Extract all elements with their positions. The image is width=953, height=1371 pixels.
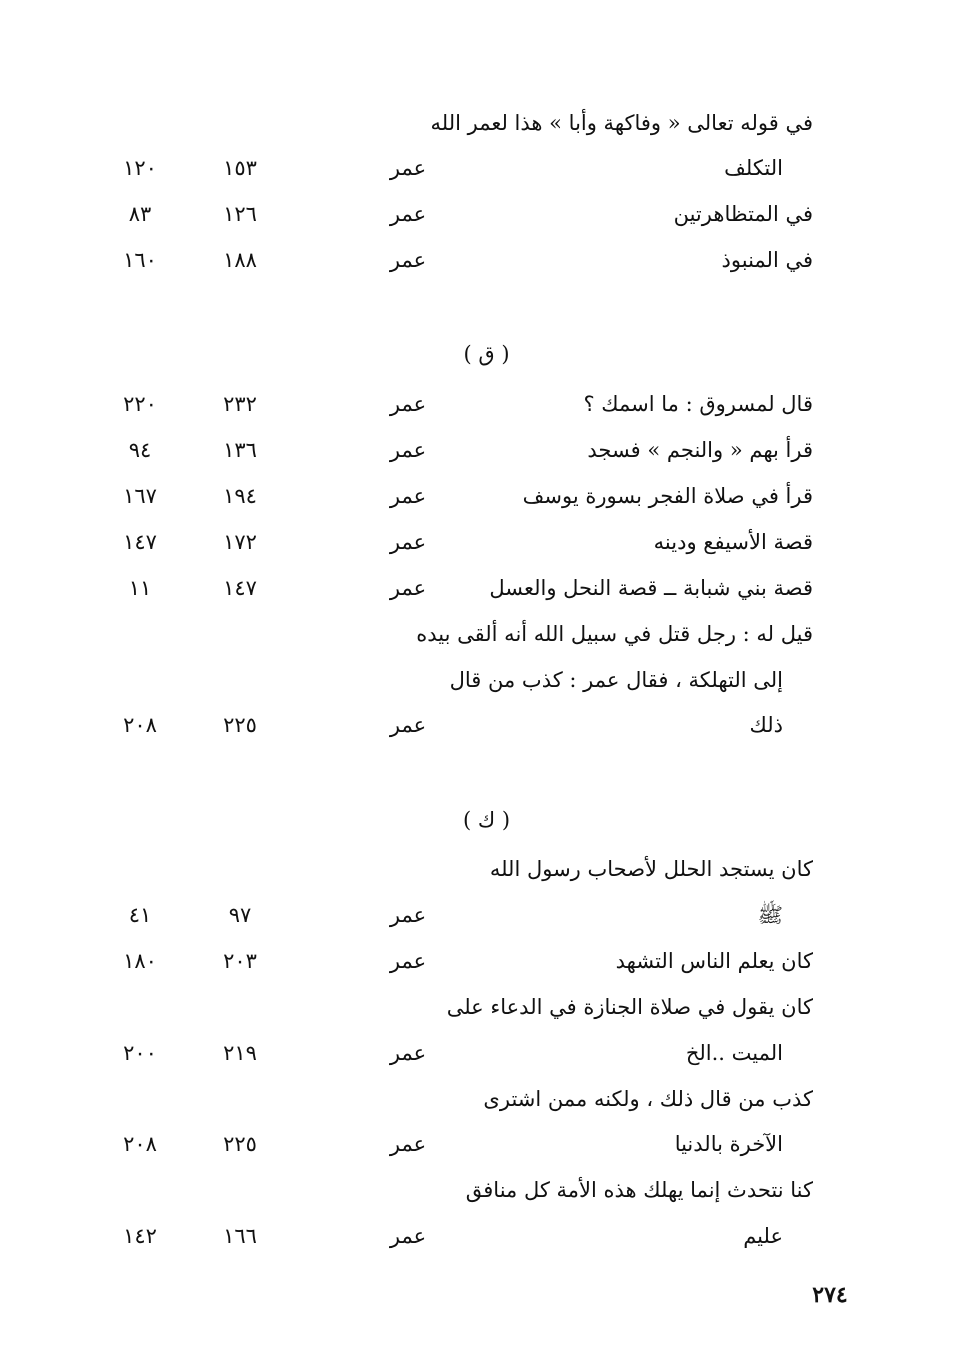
entry-text: في قوله تعالى « وفاكهة وأبا » هذا لعمر الله	[430, 111, 813, 135]
entry-number-2: ٤١	[128, 903, 152, 927]
index-entry	[0, 938, 953, 984]
entry-source: عمر	[389, 202, 427, 226]
entry-number-2: ١١	[128, 576, 152, 600]
entry-number-1: ١٨٨	[223, 248, 257, 272]
entry-number-2: ٩٤	[128, 438, 152, 462]
entry-source: عمر	[389, 576, 427, 600]
entry-text: إلى التهلكة ، فقال عمر : كذب من قال	[449, 668, 783, 692]
index-entry	[0, 657, 953, 703]
entry-number-1: ٢٢٥	[223, 1132, 257, 1156]
entry-number-1: ١٧٢	[223, 530, 257, 554]
entry-text: قال لمسروق : ما اسمك ؟	[583, 392, 813, 416]
entry-text: في المتظاهرتين	[673, 202, 813, 226]
entry-number-2: ١٦٧	[123, 484, 157, 508]
entry-number-1: ١٥٣	[223, 156, 257, 180]
entry-number-2: ٢٠٨	[123, 1132, 157, 1156]
index-entry	[0, 892, 953, 938]
entry-text: ذلك	[749, 713, 783, 737]
page-number: ٢٧٤	[812, 1282, 848, 1308]
entry-number-1: ١٤٧	[223, 576, 257, 600]
entry-source: عمر	[389, 903, 427, 927]
entry-text: قصة الأسيفع ودينه	[653, 530, 813, 554]
entry-text: كان يقول في صلاة الجنازة في الدعاء على	[446, 995, 813, 1019]
entry-source: عمر	[389, 530, 427, 554]
entry-number-2: ١٨٠	[123, 949, 157, 973]
entry-text: كان يعلم الناس التشهد	[615, 949, 813, 973]
entry-source: عمر	[389, 156, 427, 180]
entry-number-1: ١٩٤	[223, 484, 257, 508]
entry-number-2: ٢٠٠	[123, 1041, 157, 1065]
index-entry	[0, 611, 953, 657]
entry-number-1: ١٣٦	[223, 438, 257, 462]
index-entry	[0, 1121, 953, 1167]
index-entry	[0, 145, 953, 191]
entry-number-2: ٢٠٨	[123, 713, 157, 737]
entry-text: قرأ في صلاة الفجر بسورة يوسف	[522, 484, 813, 508]
entry-text: الميت ..الخ	[685, 1041, 783, 1065]
index-entry	[0, 702, 953, 748]
entry-source: عمر	[389, 713, 427, 737]
entry-source: عمر	[389, 1224, 427, 1248]
index-entry	[0, 100, 953, 146]
index-entry	[0, 427, 953, 473]
entry-source: عمر	[389, 484, 427, 508]
index-entry	[0, 1213, 953, 1259]
index-entry	[0, 984, 953, 1030]
index-entry	[0, 1167, 953, 1213]
index-entry	[0, 381, 953, 427]
entry-text: قصة بني شبابة ــ قصة النحل والعسل	[489, 576, 813, 600]
entry-number-1: ٢٠٣	[223, 949, 257, 973]
entry-source: عمر	[389, 248, 427, 272]
section-heading-text: ( ق )	[463, 342, 510, 366]
section-heading-qaf	[0, 331, 953, 377]
entry-number-1: ٩٧	[228, 903, 252, 927]
index-entry	[0, 1030, 953, 1076]
entry-source: عمر	[389, 1041, 427, 1065]
entry-number-2: ١٦٠	[123, 248, 157, 272]
entry-source: عمر	[389, 438, 427, 462]
index-entry	[0, 846, 953, 892]
entry-number-1: ٢٣٢	[223, 392, 257, 416]
section-heading-text: ( ك )	[462, 808, 511, 832]
entry-number-2: ١٤٧	[123, 530, 157, 554]
entry-text: كان يستجد الحلل لأصحاب رسول الله	[489, 857, 813, 881]
entry-text: قيل له : رجل قتل في سبيل الله أنه ألقى بيده	[416, 622, 813, 646]
entry-number-1: ٢١٩	[223, 1041, 257, 1065]
index-entry	[0, 565, 953, 611]
entry-source: عمر	[389, 1132, 427, 1156]
entry-source: عمر	[389, 949, 427, 973]
index-entry	[0, 519, 953, 565]
entry-text: الآخرة بالدنيا	[674, 1132, 783, 1156]
index-entry	[0, 1076, 953, 1122]
entry-text: التكلف	[724, 156, 783, 180]
entry-number-2: ١٢٠	[123, 156, 157, 180]
entry-text: كنا نتحدث إنما يهلك هذه الأمة كل منافق	[465, 1178, 813, 1202]
index-entry	[0, 191, 953, 237]
entry-number-2: ٨٣	[128, 202, 152, 226]
entry-number-2: ١٤٢	[123, 1224, 157, 1248]
entry-text: قرأ بهم « والنجم » فسجد	[587, 438, 813, 462]
entry-source: عمر	[389, 392, 427, 416]
section-heading-kaf	[0, 797, 953, 843]
entry-number-2: ٢٢٠	[123, 392, 157, 416]
index-entry	[0, 473, 953, 519]
entry-text: في المنبوذ	[721, 248, 813, 272]
entry-number-1: ١٢٦	[223, 202, 257, 226]
entry-number-1: ١٦٦	[223, 1224, 257, 1248]
entry-number-1: ٢٢٥	[223, 713, 257, 737]
index-entry	[0, 237, 953, 283]
entry-text: عليم	[743, 1224, 783, 1248]
salutation-glyph: ﷺ	[757, 903, 783, 927]
entry-text: كذب من قال ذلك ، ولكنه ممن اشترى	[483, 1087, 813, 1111]
